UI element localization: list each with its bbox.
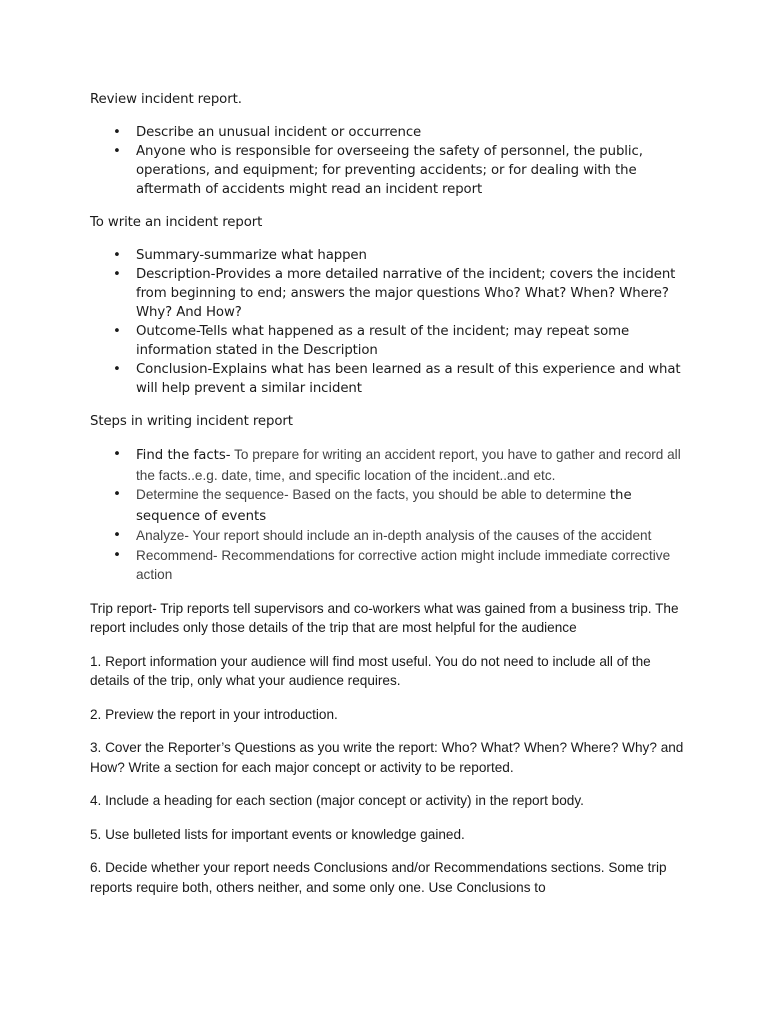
find-facts-text: To prepare for writing an accident report, you have to gather and record all the facts..e.g. date, time, and specific location of the incident..and etc. bbox=[136, 447, 681, 483]
trip-item-1: 1. Report information your audience will find most useful. You do not need to include all of the details of the trip, only what your audience requires. bbox=[90, 653, 651, 688]
review-heading: Review incident report. bbox=[90, 92, 242, 107]
trip-item-5: 5. Use bulleted lists for important events or knowledge gained. bbox=[90, 826, 465, 842]
list-item: • Describe an unusual incident or occurrence bbox=[90, 123, 690, 142]
determine-rest: the sequence of events bbox=[136, 488, 632, 524]
determine-lead: Determine the sequence- Based on the facts, you should be able to determine bbox=[136, 487, 610, 502]
list-item: • Conclusion-Explains what has been learned as a result of this experience and what will help prevent a similar incident bbox=[90, 360, 690, 398]
write-heading: To write an incident report bbox=[90, 215, 263, 230]
list-item: • Recommend- Recommendations for corrective action might include immediate corrective action bbox=[90, 546, 690, 585]
list-item: • Description-Provides a more detailed narrative of the incident; covers the incident from beginning to end; answers the major questions Who? What? When? Where? Why? And How? bbox=[90, 265, 690, 322]
review-bullet-list bbox=[90, 123, 690, 199]
trip-item-6: 6. Decide whether your report needs Conclusions and/or Recommendations sections. Some trip reports require both, others neither, and some only one. Use Conclusions to bbox=[90, 860, 667, 895]
trip-intro: Trip report- Trip reports tell supervisors and co-workers what was gained from a business trip. The report includes only those details of the trip that are most helpful for the audience bbox=[90, 600, 679, 635]
find-facts-lead: Find the facts- bbox=[136, 448, 231, 463]
document-page bbox=[90, 90, 690, 911]
list-item bbox=[90, 445, 690, 485]
steps-bullet-list bbox=[90, 445, 690, 585]
trip-item-3: 3. Cover the Reporter’s Questions as you write the report: Who? What? When? Where? Why? and How? Write a section for each major concept or activity to be reported. bbox=[90, 740, 684, 775]
trip-item-2: 2. Preview the report in your introduction. bbox=[90, 706, 338, 722]
list-item bbox=[90, 485, 690, 526]
list-item: • Analyze- Your report should include an in-depth analysis of the causes of the accident bbox=[90, 526, 690, 546]
list-item: • Anyone who is responsible for overseeing the safety of personnel, the public, operations, and equipment; for preventing accidents; or for dealing with the aftermath of accidents might read an incident report bbox=[90, 142, 690, 199]
list-item: • Outcome-Tells what happened as a result of the incident; may repeat some information stated in the Description bbox=[90, 322, 690, 360]
write-bullet-list bbox=[90, 246, 690, 398]
list-item: • Summary-summarize what happen bbox=[90, 246, 690, 265]
steps-heading: Steps in writing incident report bbox=[90, 414, 293, 429]
trip-item-4: 4. Include a heading for each section (major concept or activity) in the report body. bbox=[90, 793, 584, 808]
